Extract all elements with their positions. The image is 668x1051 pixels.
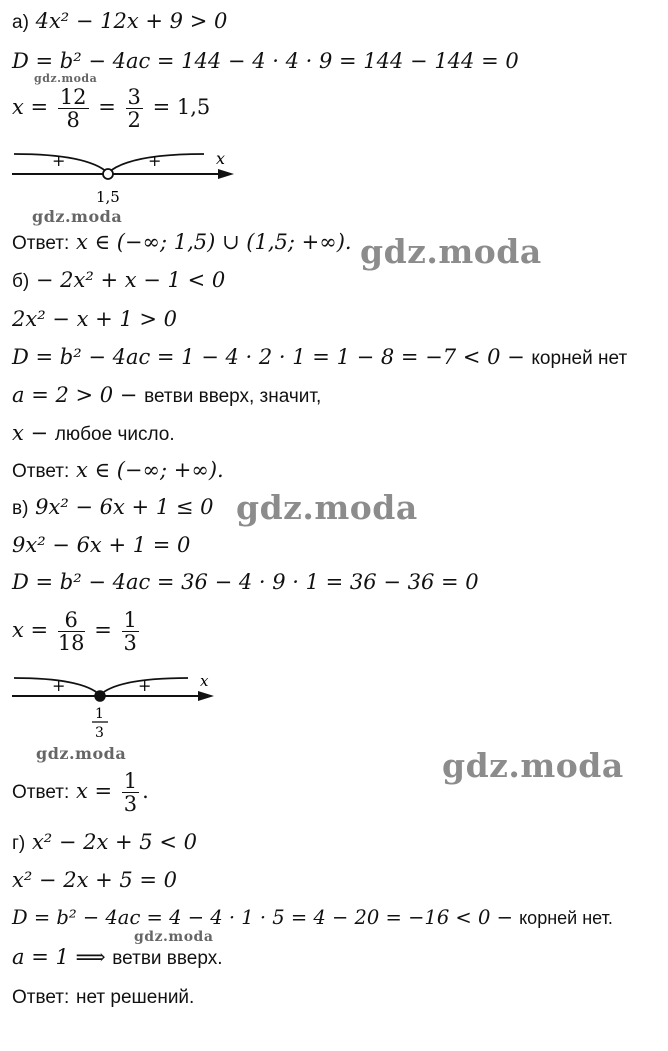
discriminant-conclusion: корней нет	[531, 348, 628, 369]
watermark: gdz.moda	[134, 929, 214, 945]
fraction-denominator: 18	[57, 631, 85, 655]
part-a-number-line	[8, 146, 248, 206]
answer-expression: x ∈ (−∞; 1,5) ∪ (1,5; +∞).	[75, 230, 352, 254]
watermark: gdz.moda	[236, 488, 418, 527]
axis-arrow	[198, 691, 214, 701]
discriminant-conclusion: корней нет.	[519, 908, 613, 928]
part-a-root	[12, 86, 210, 131]
answer-dot: .	[142, 779, 149, 803]
part-v-root-left: x =	[12, 618, 49, 642]
part-a-root-left: x =	[12, 95, 49, 119]
fraction-numerator: 12	[59, 85, 87, 109]
part-g-label: г)	[12, 833, 26, 854]
part-g-coefficient	[12, 944, 222, 972]
fraction-denominator: 2	[127, 108, 141, 132]
fraction-denominator: 3	[123, 792, 138, 816]
coefficient-text: ветви вверх.	[112, 948, 223, 969]
discriminant-expression: D = b² − 4ac = 4 − 4 · 1 · 5 = 4 − 20 = −16 < 0 −	[12, 906, 513, 929]
conclusion-text: любое число.	[54, 424, 175, 445]
coefficient-expression: a = 1 ⟹	[12, 945, 106, 969]
part-v-label: в)	[12, 498, 29, 519]
open-point	[103, 169, 113, 179]
answer-text: нет решений.	[75, 987, 195, 1008]
axis-sign-right: +	[138, 676, 152, 695]
watermark: gdz.moda	[34, 72, 98, 85]
equals-sign: =	[94, 618, 112, 642]
part-a-condition	[12, 8, 227, 36]
fraction-numerator: 3	[127, 85, 141, 109]
axis-point-denominator: 3	[95, 725, 104, 741]
answer-label: Ответ:	[12, 987, 70, 1008]
conclusion-variable: x −	[12, 421, 49, 445]
answer-left: x =	[75, 779, 113, 803]
part-g-inequality: x² − 2x + 5 < 0	[31, 830, 197, 854]
part-b-transformed: 2x² − x + 1 > 0	[12, 307, 178, 331]
part-b-conclusion	[12, 420, 175, 448]
axis-point-numerator: 1	[95, 706, 104, 722]
fraction-numerator: 1	[123, 769, 138, 793]
part-g-condition	[12, 829, 197, 857]
part-b-label: б)	[12, 271, 30, 292]
part-v-discriminant: D = b² − 4ac = 36 − 4 · 9 · 1 = 36 − 36 = 0	[12, 570, 479, 594]
part-a-fraction-1	[58, 86, 89, 131]
part-a-answer	[12, 229, 352, 257]
part-a-discriminant: D = b² − 4ac = 144 − 4 · 4 · 9 = 144 − 144 = 0	[12, 49, 519, 73]
answer-label: Ответ:	[12, 233, 70, 254]
answer-fraction	[122, 770, 139, 815]
watermark: gdz.moda	[360, 232, 542, 271]
part-v-number-line	[8, 670, 228, 750]
axis-variable: x	[200, 672, 209, 690]
watermark: gdz.moda	[32, 207, 123, 226]
part-b-inequality: − 2x² + x − 1 < 0	[35, 268, 226, 292]
part-g-answer	[12, 983, 194, 1011]
answer-expression: x ∈ (−∞; +∞).	[75, 458, 224, 482]
equals-sign: =	[98, 95, 116, 119]
axis-sign-left: +	[52, 151, 66, 170]
part-v-fraction-1	[58, 609, 85, 654]
part-v-condition	[12, 494, 214, 522]
part-b-condition	[12, 267, 225, 295]
fraction-denominator: 3	[123, 631, 137, 655]
part-b-coefficient	[12, 382, 321, 410]
filled-point	[95, 691, 105, 701]
part-v-equation: 9x² − 6x + 1 = 0	[12, 533, 191, 557]
watermark: gdz.moda	[442, 746, 624, 785]
coefficient-text: ветви вверх, значит,	[144, 386, 322, 407]
axis-arrow	[218, 169, 234, 179]
part-a-label: а)	[12, 12, 29, 33]
part-a-root-value: = 1,5	[152, 95, 211, 119]
coefficient-expression: a = 2 > 0 −	[12, 383, 138, 407]
part-v-inequality: 9x² − 6x + 1 ≤ 0	[35, 495, 214, 519]
axis-point-label: 1,5	[96, 188, 120, 206]
part-v-answer	[12, 770, 149, 815]
part-v-root	[12, 609, 142, 654]
part-v-fraction-2	[122, 609, 139, 654]
watermark: gdz.moda	[36, 744, 127, 763]
discriminant-expression: D = b² − 4ac = 1 − 4 · 2 · 1 = 1 − 8 = −7 < 0 −	[12, 345, 525, 369]
answer-label: Ответ:	[12, 461, 70, 482]
part-g-discriminant	[12, 905, 613, 931]
axis-sign-left: +	[52, 676, 66, 695]
fraction-denominator: 8	[66, 108, 80, 132]
axis-variable: x	[216, 149, 226, 168]
axis-sign-right: +	[148, 151, 162, 170]
part-a-inequality: 4x² − 12x + 9 > 0	[35, 9, 228, 33]
part-a-fraction-2	[126, 86, 143, 131]
part-b-discriminant	[12, 344, 627, 372]
part-b-answer	[12, 457, 224, 485]
answer-label: Ответ:	[12, 782, 70, 803]
part-g-equation: x² − 2x + 5 = 0	[12, 868, 178, 892]
fraction-numerator: 6	[58, 609, 85, 632]
fraction-numerator: 1	[123, 608, 137, 632]
